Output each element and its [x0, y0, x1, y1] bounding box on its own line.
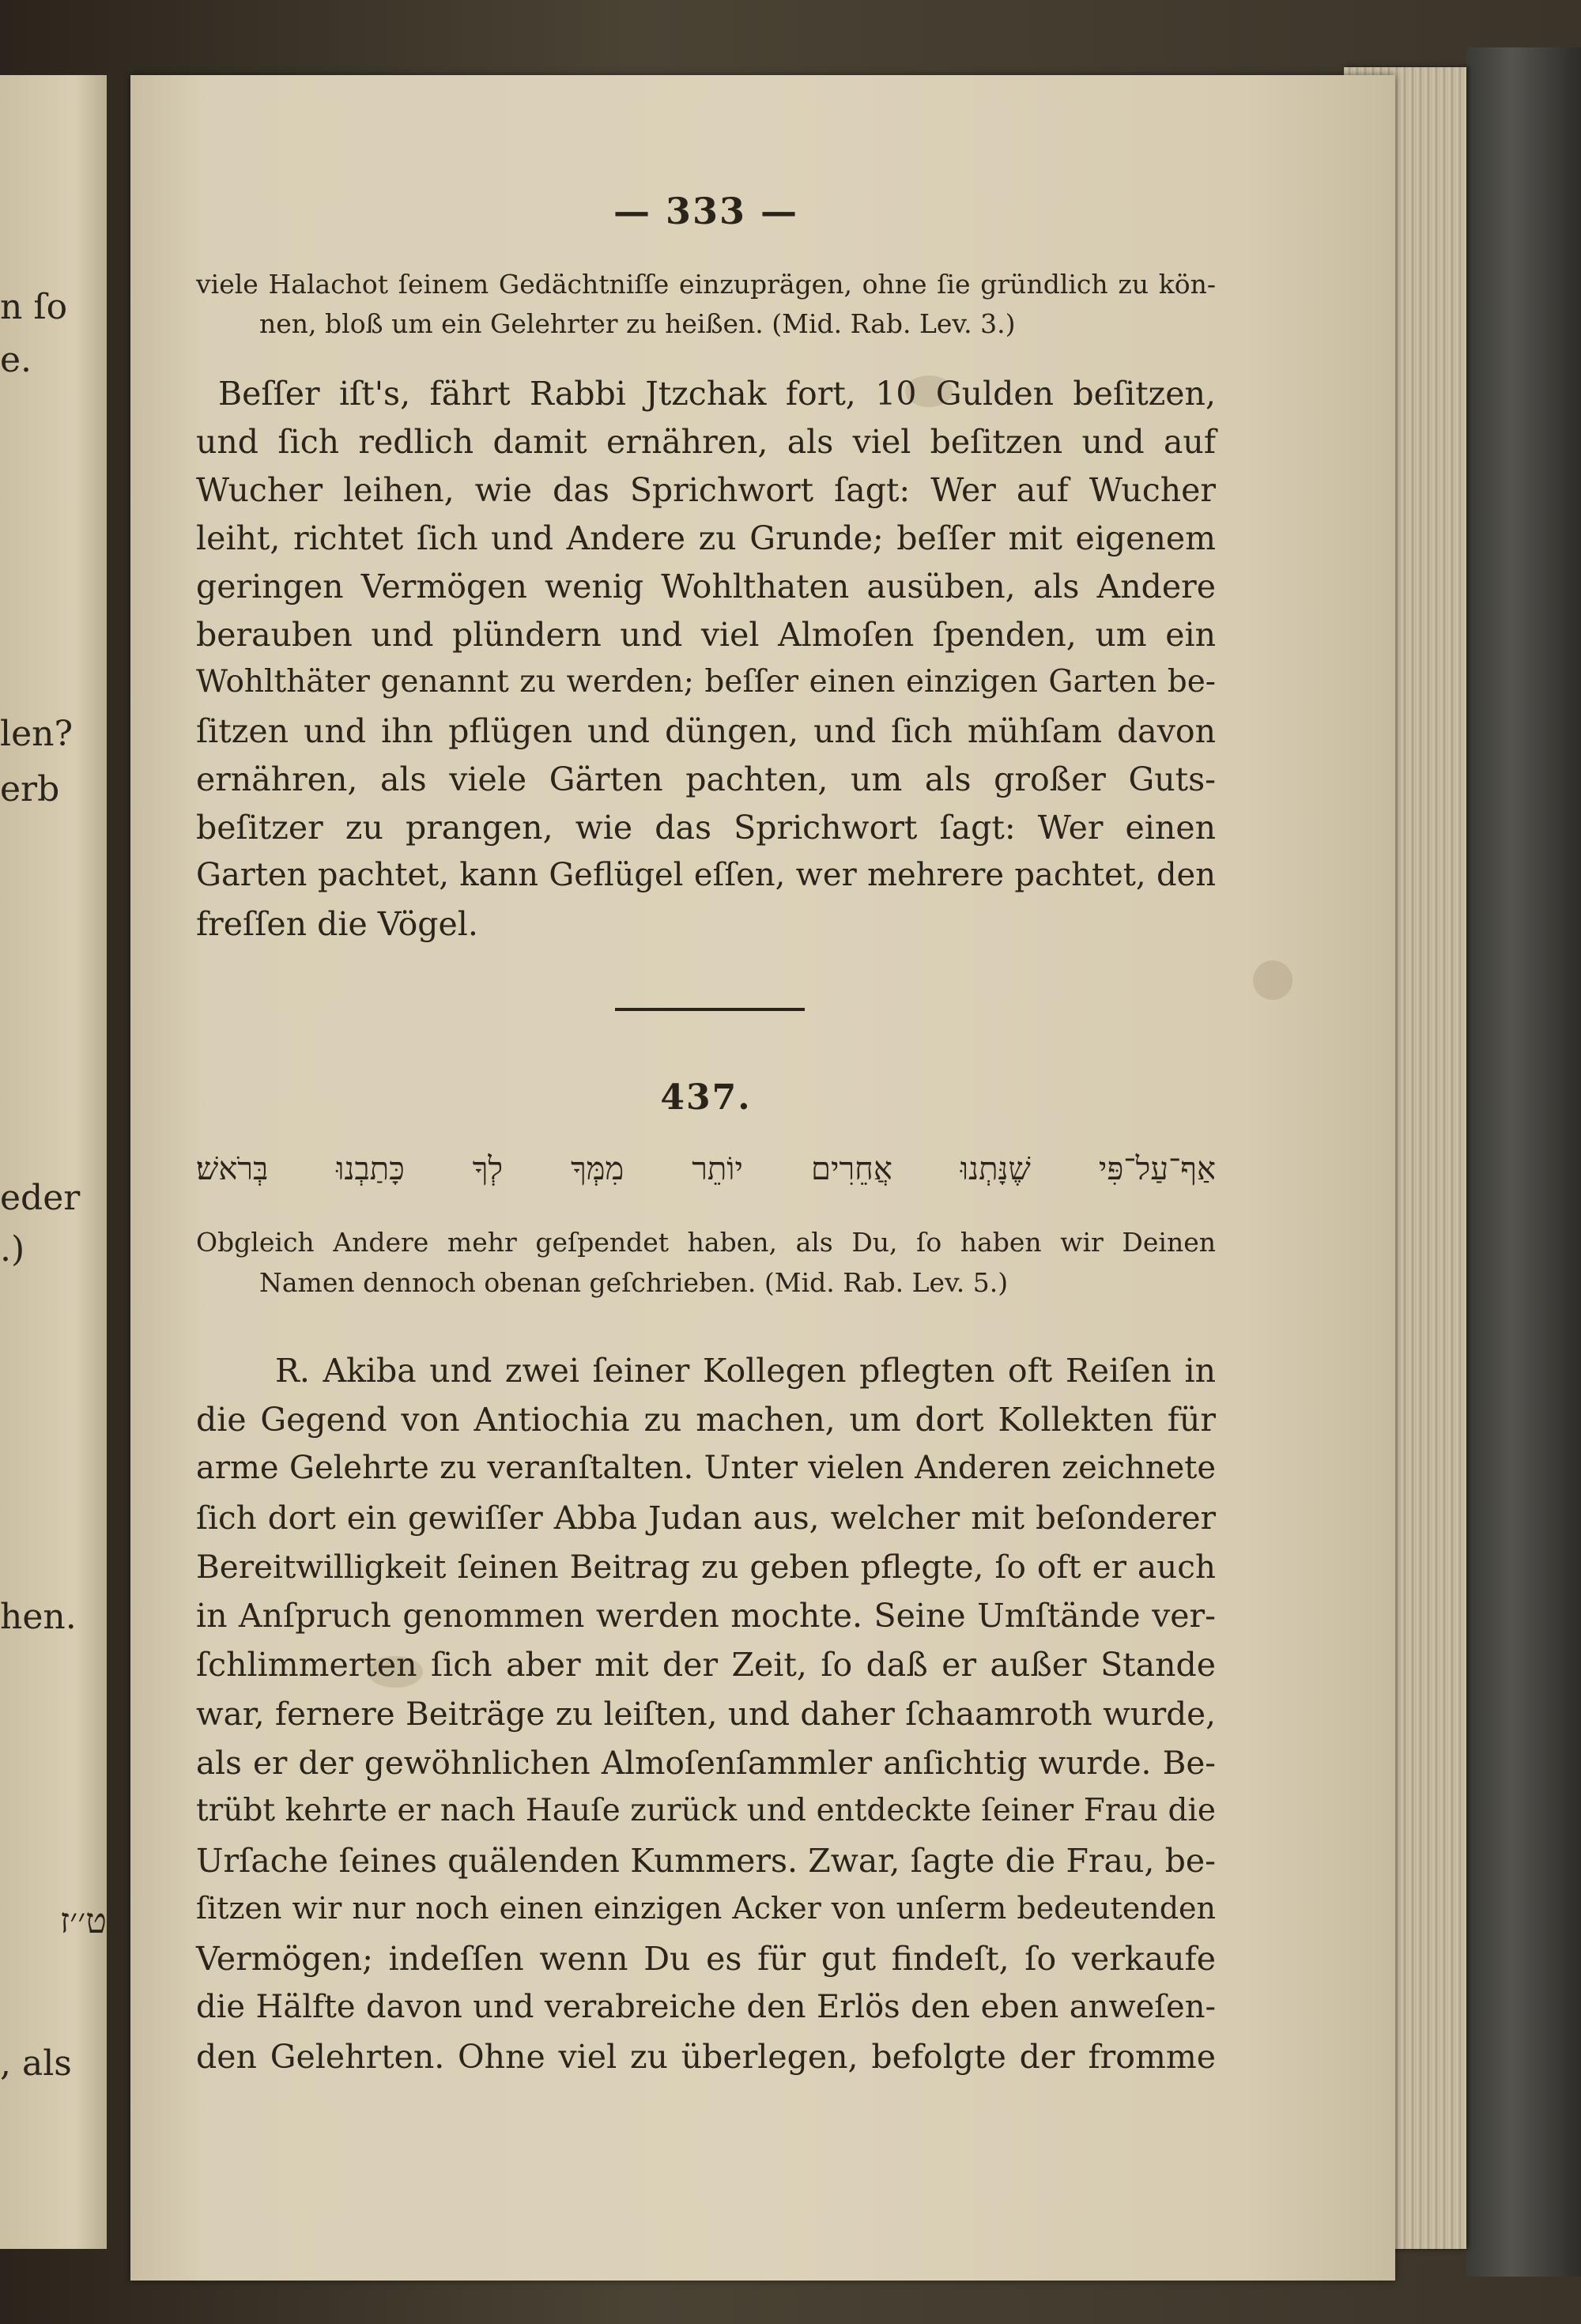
left-fragment: n ſo [0, 287, 68, 327]
entry-number: 437. [660, 1077, 752, 1118]
paragraph-line: Beſſer iſt's, fährt Rabbi Jtzchak fort, 10 Gulden beſitzen, [218, 375, 1216, 413]
paragraph-line: die Hälfte davon und verabreiche den Erlös den eben anweſen- [196, 1989, 1216, 2025]
footnote-line: nen, bloß um ein Gelehrter zu heißen. (Mid. Rab. Lev. 3.) [259, 308, 1016, 339]
paper-stain [1253, 960, 1292, 1000]
translation-line: Obgleich Andere mehr geſpendet haben, als Du, ſo haben wir Deinen [196, 1227, 1216, 1258]
left-fragment: , als [0, 2043, 72, 2084]
paragraph-line: ſchlimmerten ſich aber mit der Zeit, ſo daß er außer Stande [196, 1646, 1216, 1684]
paragraph-line: Bereitwilligkeit ſeinen Beitrag zu geben pflegte, ſo oft er auch [196, 1548, 1216, 1586]
paragraph-line: als er der gewöhnlichen Almoſenſammler anſichtig wurde. Be- [196, 1744, 1216, 1782]
paragraph-line: Wohlthäter genannt zu werden; beſſer einen einzigen Garten be- [196, 664, 1216, 700]
paragraph-line: R. Akiba und zwei ſeiner Kollegen pflegten oft Reiſen in [275, 1352, 1216, 1390]
left-fragment: len? [0, 714, 74, 754]
paragraph-line: geringen Vermögen wenig Wohlthaten ausüben, als Andere [196, 568, 1216, 606]
paragraph-line: trübt kehrte er nach Hauſe zurück und entdeckte ſeiner Frau die [196, 1793, 1216, 1828]
paragraph-line: die Gegend von Antiochia zu machen, um dort Kollekten für [196, 1401, 1216, 1439]
left-page-edge [0, 75, 107, 2249]
paragraph-line: ernähren, als viele Gärten pachten, um als großer Guts- [196, 760, 1216, 798]
paragraph-line: Garten pachtet, kann Geflügel eſſen, wer mehrere pachtet, den [196, 857, 1216, 893]
paragraph-line: Urſache ſeines quälenden Kummers. Zwar, ſagte die Frau, be- [196, 1842, 1216, 1880]
paragraph-line: ſitzen und ihn pflügen und düngen, und ſich mühſam davon [196, 712, 1216, 750]
paragraph-line: leiht, richtet ſich und Andere zu Grunde; beſſer mit eigenem [196, 519, 1216, 557]
paragraph-line: freſſen die Vögel. [196, 905, 478, 943]
paragraph-line: und ſich redlich damit ernähren, als viel beſitzen und auf [196, 423, 1216, 461]
paragraph-line: Vermögen; indeſſen wenn Du es für gut findeſt, ſo verkaufe [196, 1940, 1216, 1978]
left-fragment: hen. [0, 1597, 77, 1637]
paragraph-line: berauben und plündern und viel Almoſen ſpenden, um ein [196, 616, 1216, 654]
paragraph-line: ſitzen wir nur noch einen einzigen Acker von unſerm bedeutenden [196, 1891, 1216, 1926]
paragraph-line: arme Gelehrte zu veranſtalten. Unter vielen Anderen zeichnete [196, 1450, 1216, 1486]
page-number: — 333 — [613, 190, 799, 232]
hebrew-quote: אַף־עַל־פִּי שֶׁנָּתְנוּ אֲחֵרִים יוֹתֵר מִמְּךָ לְךָ כָּתַבְנוּ בְּרֹאשׁ׃ [196, 1151, 1216, 1187]
left-fragment: .) [0, 1229, 25, 1270]
paragraph-line: in Anſpruch genommen werden mochte. Seine Umſtände ver- [196, 1597, 1216, 1635]
paragraph-line: Wucher leihen, wie das Sprichwort ſagt: Wer auf Wucher [196, 471, 1216, 509]
section-divider [615, 1008, 805, 1011]
paragraph-line: beſitzer zu prangen, wie das Sprichwort ſagt: Wer einen [196, 809, 1216, 847]
paragraph-line: war, fernere Beiträge zu leiſten, und daher ſchaamroth wurde, [196, 1695, 1216, 1733]
left-fragment: eder [0, 1178, 81, 1218]
left-fragment: e. [0, 340, 32, 380]
book-cover [1466, 47, 1581, 2277]
footnote-line: viele Halachot ſeinem Gedächtniſſe einzuprägen, ohne ſie gründlich zu kön- [196, 269, 1216, 300]
translation-line: Namen dennoch obenan geſchrieben. (Mid. Rab. Lev. 5.) [259, 1267, 1009, 1298]
left-fragment: erb [0, 769, 60, 809]
paragraph-line: den Gelehrten. Ohne viel zu überlegen, befolgte der fromme [196, 2038, 1216, 2076]
left-fragment: ט׳׳ז [59, 1901, 107, 1941]
paragraph-line: ſich dort ein gewiſſer Abba Judan aus, welcher mit beſonderer [196, 1499, 1216, 1537]
